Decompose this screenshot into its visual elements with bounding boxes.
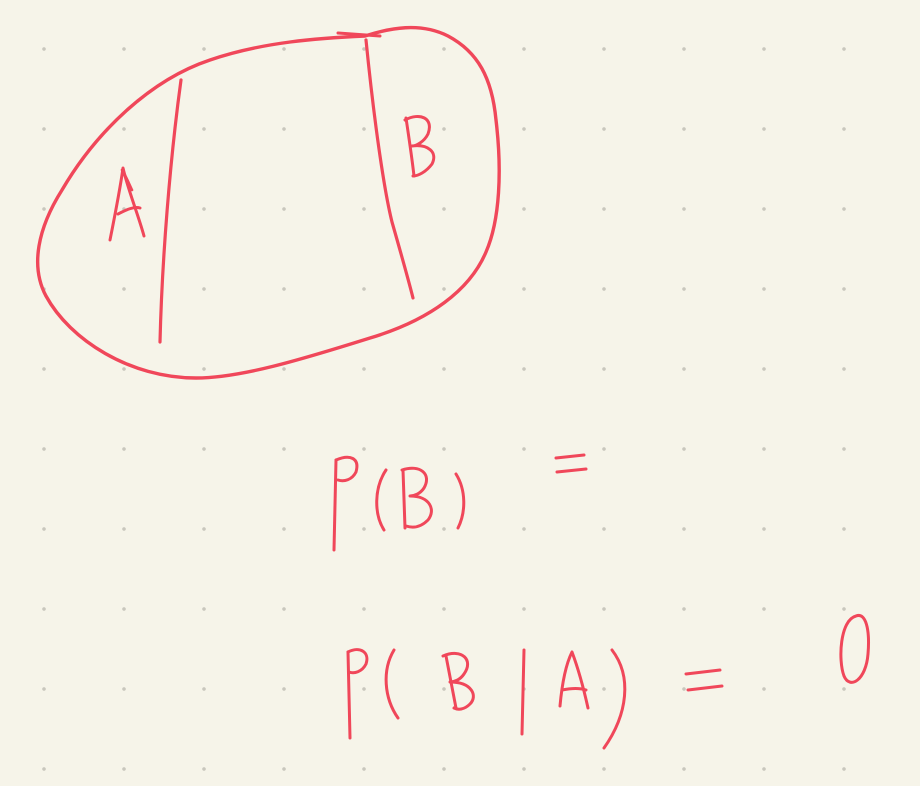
region-a-text (110, 168, 148, 240)
equation-2-text (344, 610, 874, 750)
sample-space-oval (38, 28, 500, 378)
equation-1-text (330, 452, 590, 552)
event-a-boundary-line (160, 80, 181, 342)
sample-space-diagram (38, 28, 500, 378)
region-b-text (404, 114, 444, 178)
